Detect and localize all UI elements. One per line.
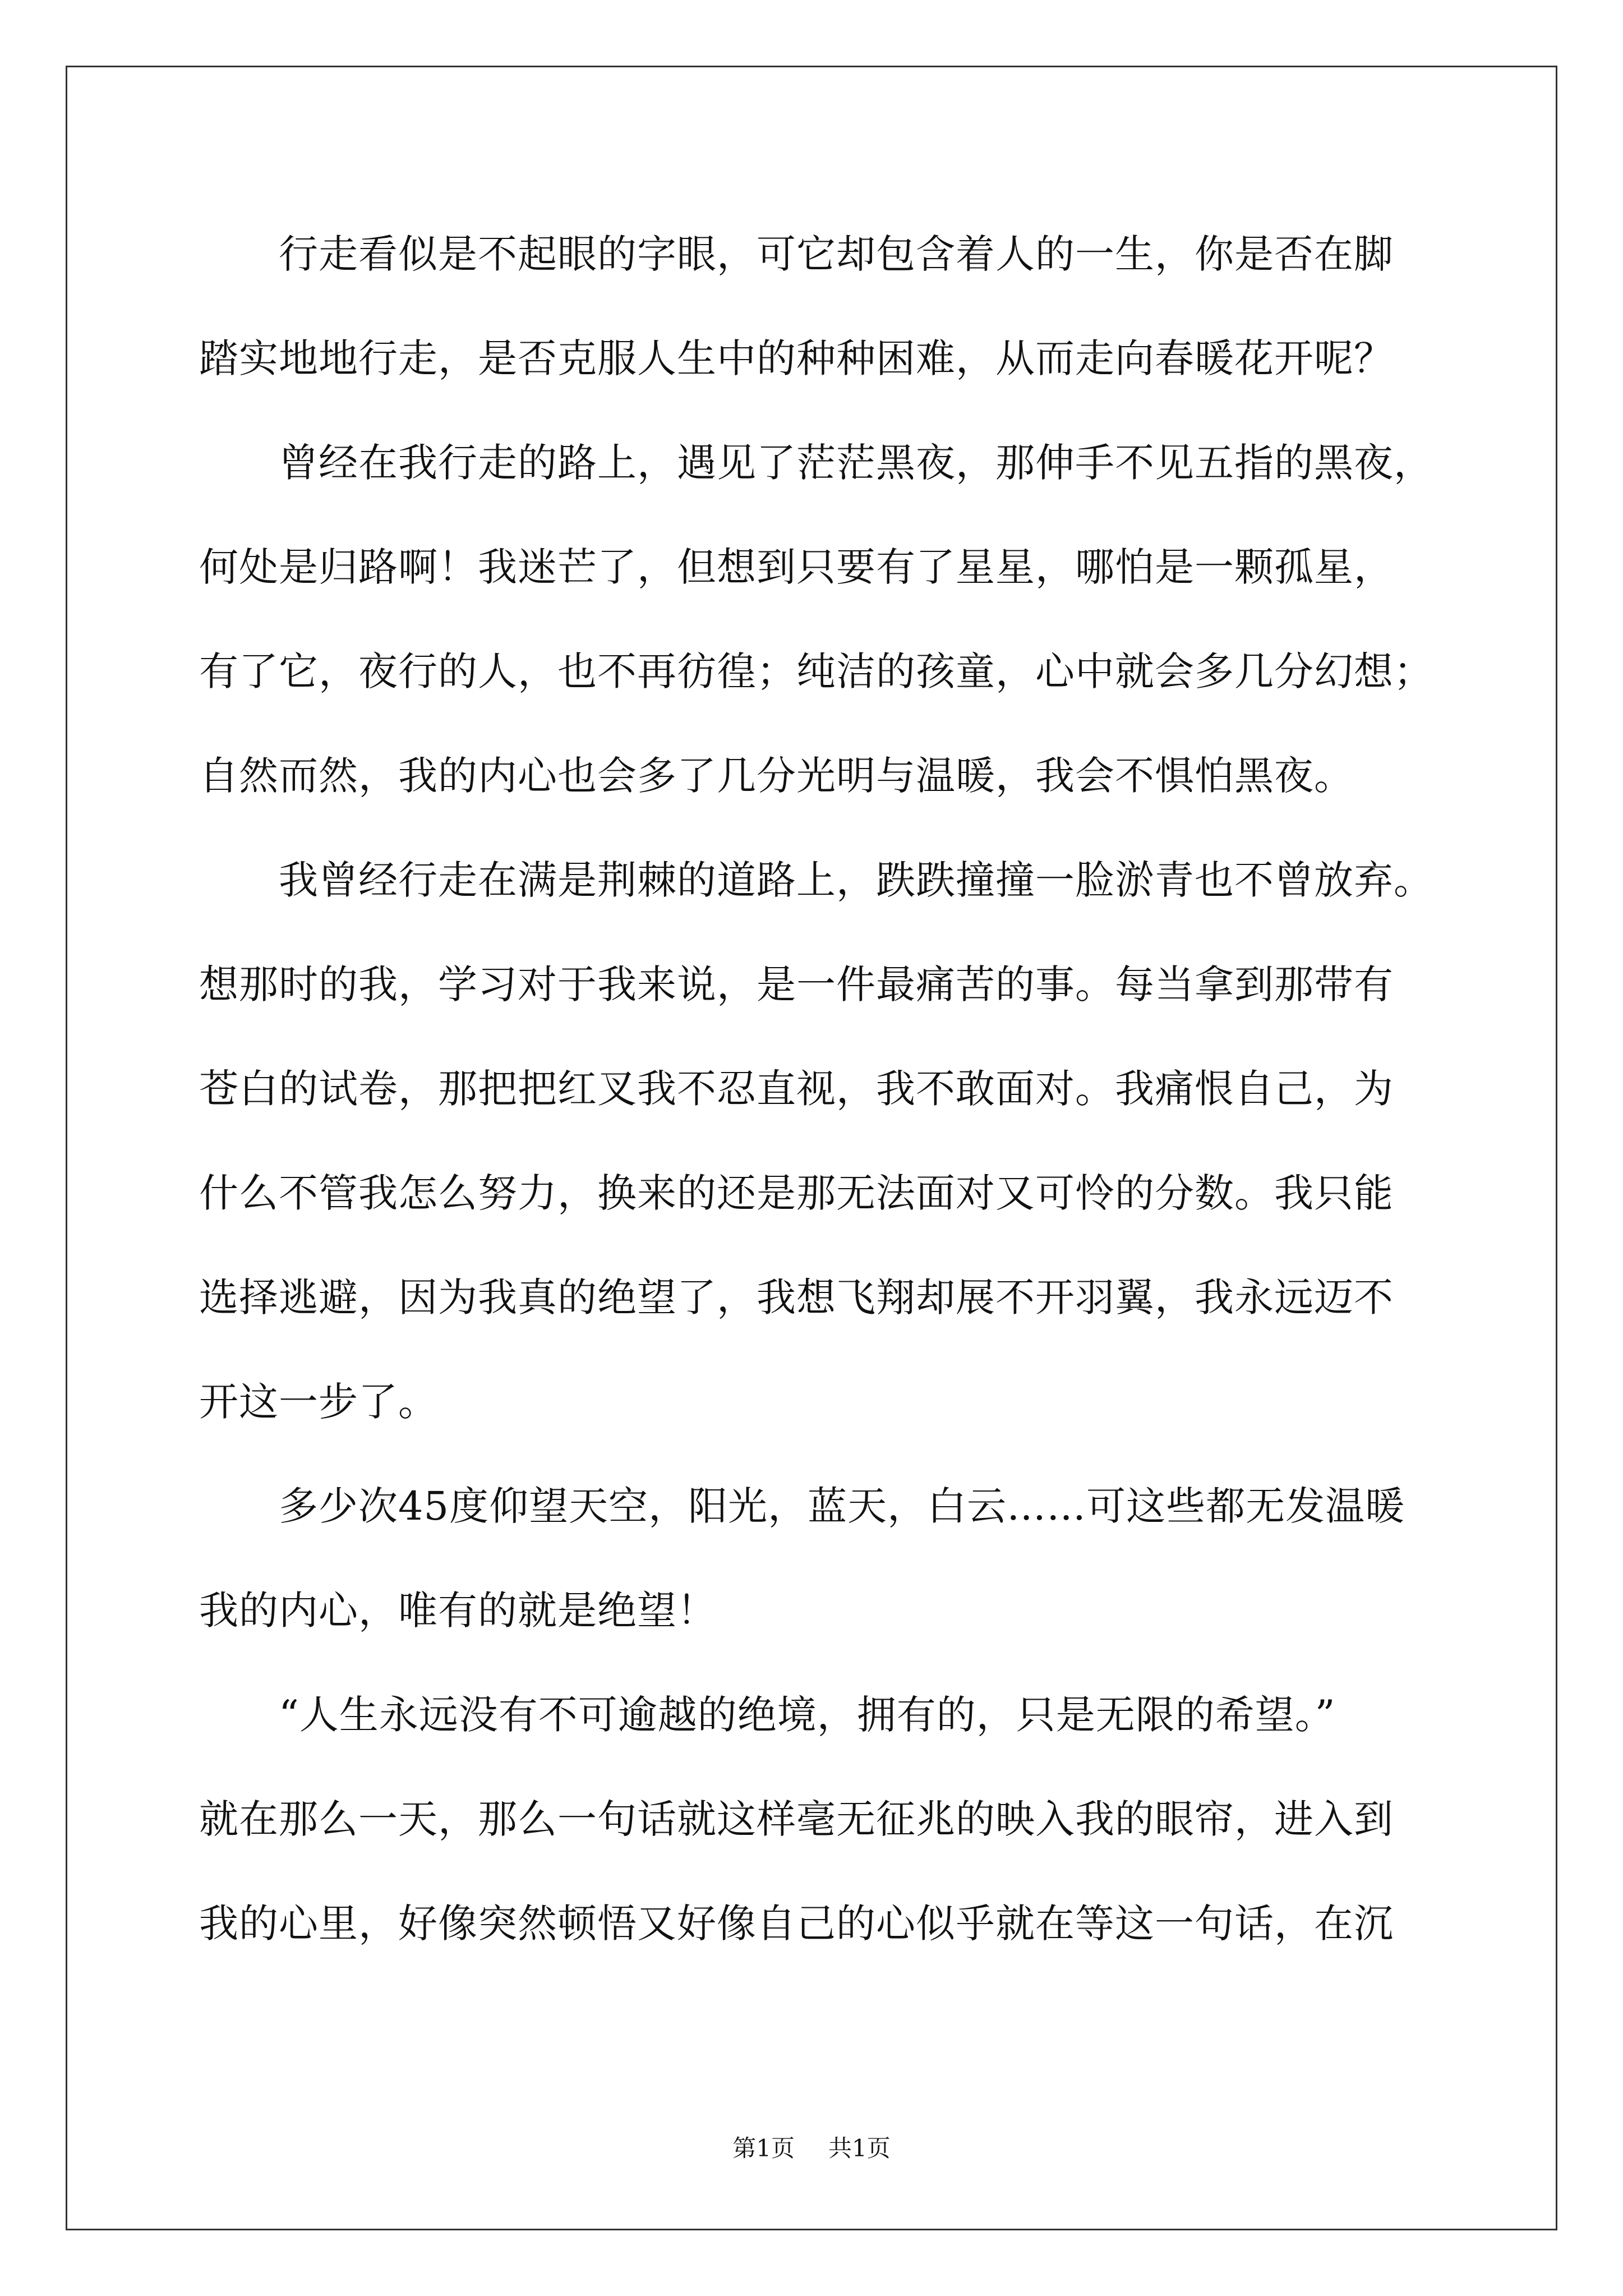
text-line: 行走看似是不起眼的字眼，可它却包含着人的一生，你是否在脚 xyxy=(199,231,1394,277)
text-line: “人生永远没有不可逾越的绝境，拥有的，只是无限的希望。” xyxy=(199,1692,1336,1738)
document-body xyxy=(199,202,1433,1976)
text-line: 开这一步了。 xyxy=(199,1379,438,1425)
text-line: 就在那么一天，那么一句话就这样毫无征兆的映入我的眼帘，进入到 xyxy=(199,1796,1394,1842)
text-line: 多少次45度仰望天空，阳光，蓝天，白云……可这些都无发温暖 xyxy=(199,1483,1405,1529)
text-line: 我的心里，好像突然顿悟又好像自己的心似乎就在等这一句话，在沉 xyxy=(199,1901,1394,1947)
text-line: 想那时的我，学习对于我来说，是一件最痛苦的事。每当拿到那带有 xyxy=(199,961,1394,1007)
total-pages: 共1页 xyxy=(828,2134,891,2162)
text-line: 有了它，夜行的人，也不再彷徨；纯洁的孩童，心中就会多几分幻想； xyxy=(199,648,1433,694)
text-line: 我的内心，唯有的就是绝望！ xyxy=(199,1588,717,1634)
text-line: 什么不管我怎么努力，换来的还是那无法面对又可怜的分数。我只能 xyxy=(199,1170,1394,1216)
page-number: 第1页 xyxy=(732,2134,795,2162)
text-line: 何处是归路啊！我迷芒了，但想到只要有了星星，哪怕是一颗孤星， xyxy=(199,544,1394,590)
text-line: 自然而然，我的内心也会多了几分光明与温暖，我会不惧怕黑夜。 xyxy=(199,753,1354,799)
text-line: 曾经在我行走的路上，遇见了茫茫黑夜，那伸手不见五指的黑夜， xyxy=(199,440,1433,486)
page-footer xyxy=(0,2132,1623,2165)
text-line: 我曾经行走在满是荆棘的道路上，跌跌撞撞一脸淤青也不曾放弃。 xyxy=(199,857,1433,903)
text-line: 选择逃避，因为我真的绝望了，我想飞翔却展不开羽翼，我永远迈不 xyxy=(199,1274,1394,1320)
text-line: 苍白的试卷，那把把红叉我不忍直视，我不敢面对。我痛恨自己，为 xyxy=(199,1066,1394,1112)
text-line: 踏实地地行走，是否克服人生中的种种困难，从而走向春暖花开呢？ xyxy=(199,335,1394,381)
